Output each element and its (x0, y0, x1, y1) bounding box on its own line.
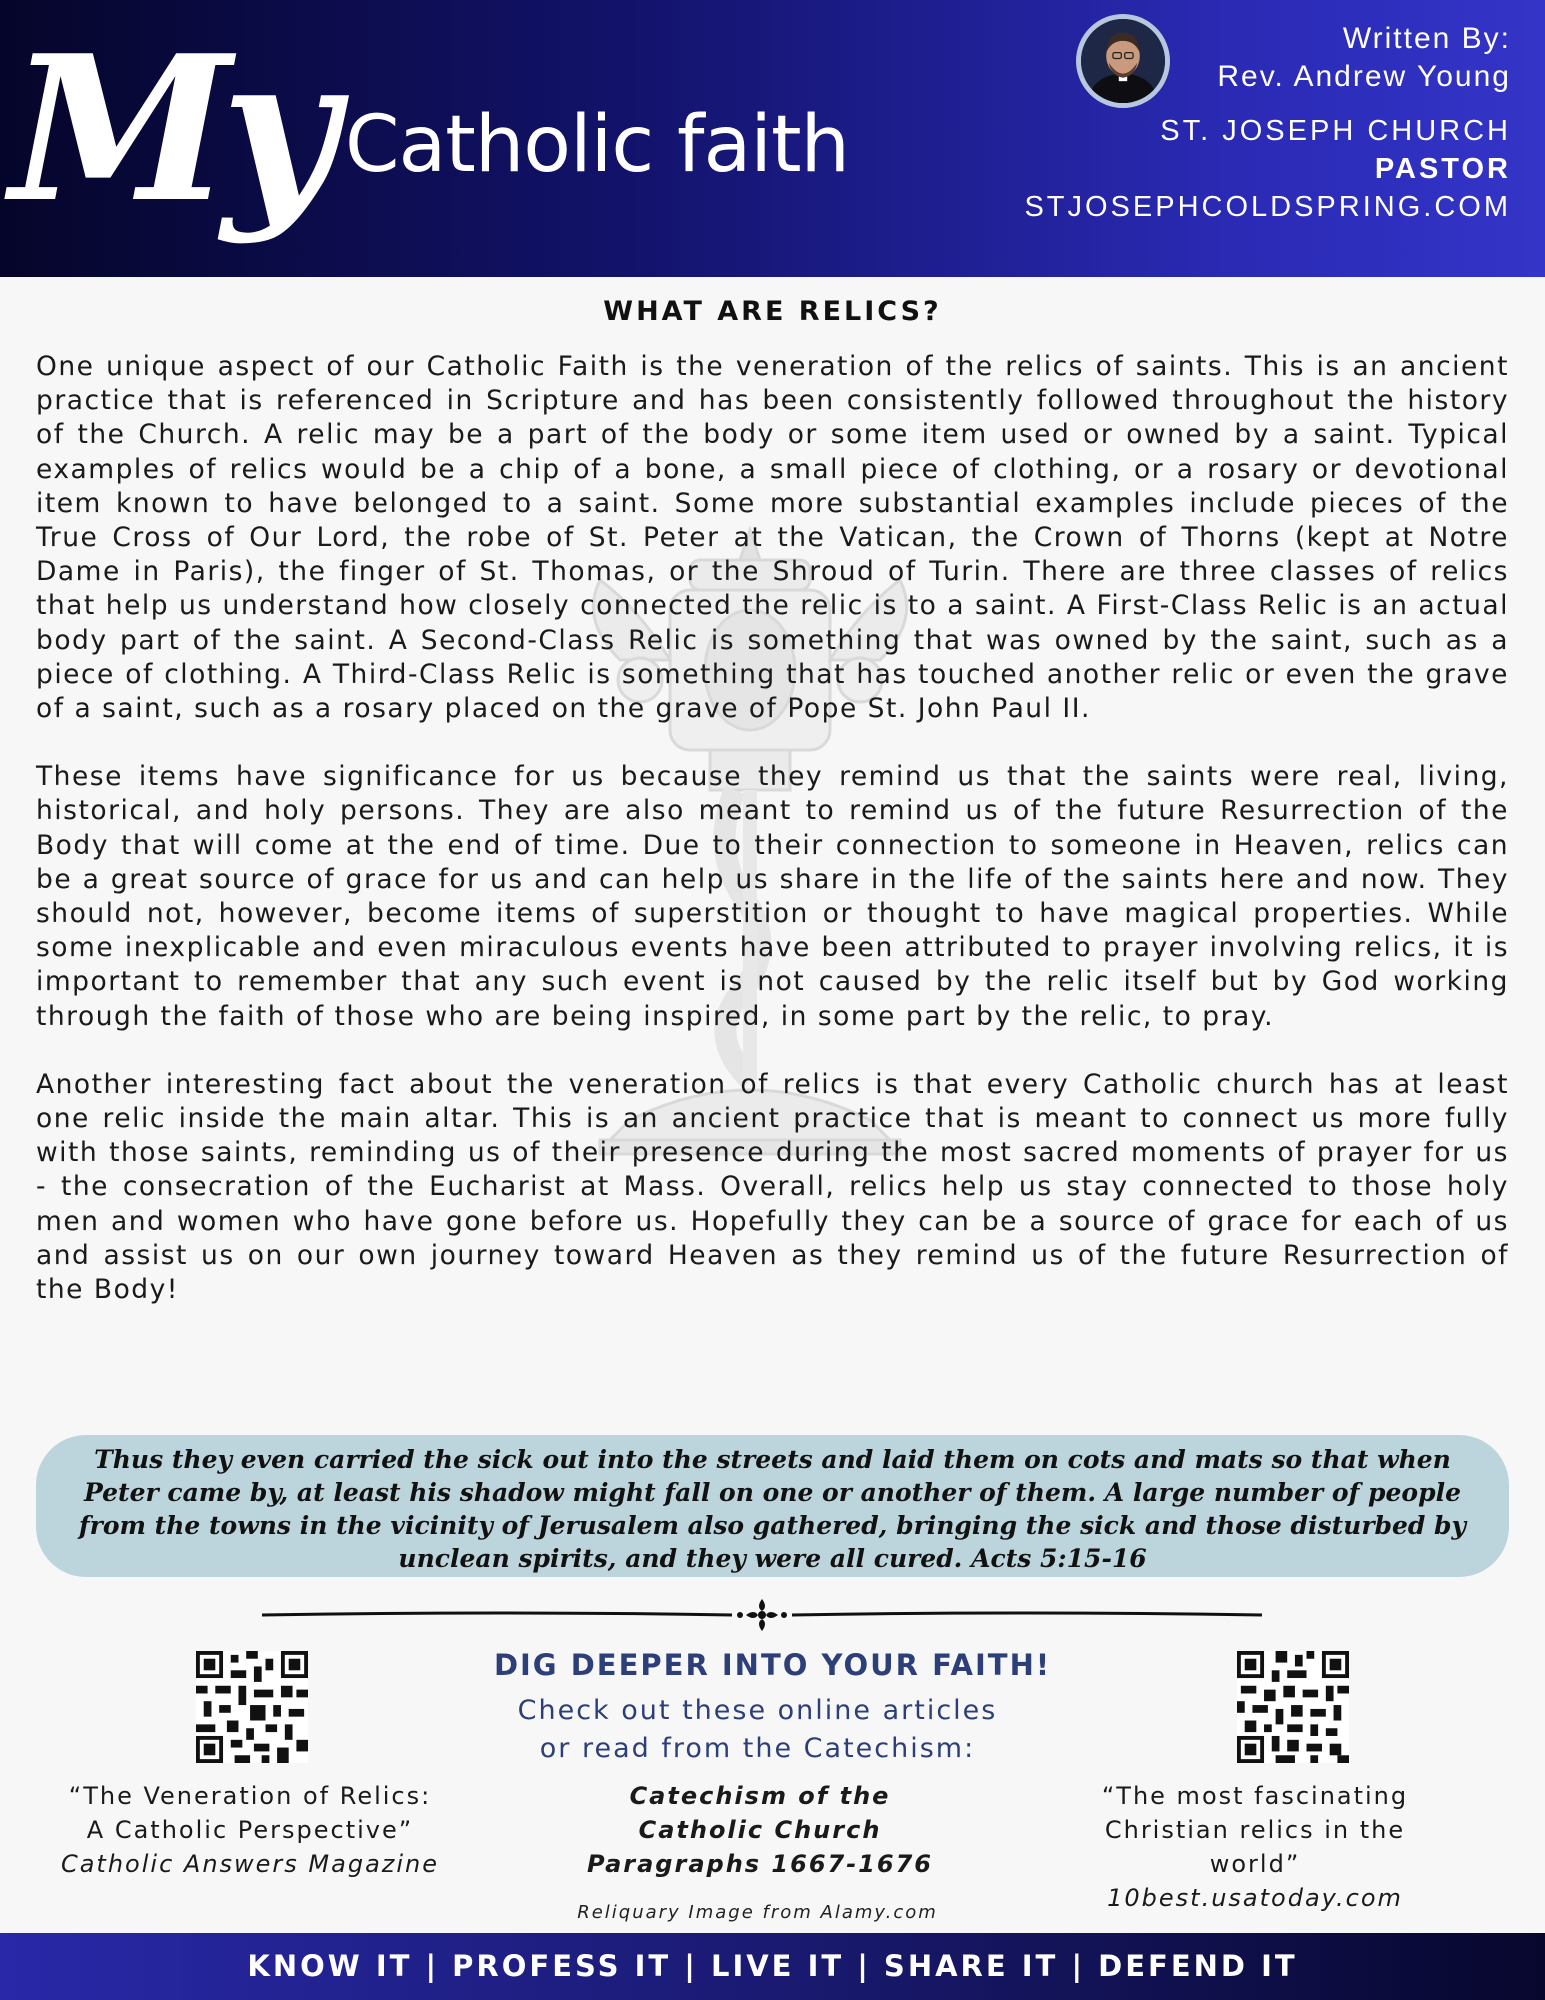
article-body (36, 350, 1509, 1341)
written-by-label: Written By: (1342, 22, 1511, 55)
resources-subheading-line: or read from the Catechism: (539, 1733, 976, 1764)
resources-subheading (0, 1692, 1515, 1768)
resource-title-line: Catechism of the (629, 1782, 891, 1810)
church-website[interactable]: STJOSEPHCOLDSPRING.COM (1024, 191, 1511, 223)
resource-paragraphs: Paragraphs 1667-1676 (587, 1850, 933, 1878)
resource-title-line: Christian relics in the world” (1104, 1816, 1406, 1878)
ornament-divider-icon (262, 1598, 1262, 1632)
resource-right[interactable] (1055, 1779, 1455, 1915)
author-role: PASTOR (1374, 153, 1511, 185)
article-paragraph: One unique aspect of our Catholic Faith is the veneration of the relics of saints. This is an ancient practice that is referenced in Scripture and has been consistently followed throughout the history of the Church. A relic may be a part of the body or some item used or owned by a saint. Typical examples of relics would be a chip of a bone, a small piece of clothing, or a rosary or devotional item known to have belonged to a saint. Some more substantial examples include pieces of the True Cross of Our Lord, the robe of St. Peter at the Vatican, the Crown of Thorns (kept at Notre Dame in Paris), the finger of St. Thomas, or the Shroud of Turin. There are three classes of relics that help us understand how closely connected the relic is to a saint. A First-Class Relic is an actual body part of the saint. A Second-Class Relic is something that was owned by the saint, such as a piece of clothing. A Third-Class Relic is something that has touched another relic or even the grave of a saint, such as a rosary placed on the grave of Pope St. John Paul II. (36, 351, 1509, 725)
resource-catechism (535, 1779, 985, 1881)
scripture-quote: Thus they even carried the sick out into the streets and laid them on cots and mats so that when Peter came by, at least his shadow might fall on one or another of them. A large number of people from the towns in the vicinity of Jerusalem also gathered, bringing the sick and those disturbed by unclean spirits, and they were all cured. Acts 5:15-16 (36, 1435, 1509, 1577)
logo-my: My (10, 12, 328, 247)
article-paragraph: Another interesting fact about the veneration of relics is that every Catholic church has at least one relic inside the main altar. This is an ancient practice that is meant to connect us more fully with those saints, reminding us of their presence during the most sacred moments of prayer for us - the consecration of the Eucharist at Mass. Overall, relics help us stay connected to those holy men and women who have gone before us. Hopefully they can be a source of grace for each of us and assist us on our own journey toward Heaven as they remind us of the future Resurrection of the Body! (36, 1068, 1509, 1306)
article-title: WHAT ARE RELICS? (603, 296, 942, 327)
resource-source: 10best.usatoday.com (1107, 1884, 1403, 1912)
resource-left[interactable] (20, 1779, 480, 1881)
author-avatar (1076, 14, 1170, 108)
logo-title: Catholic faith (345, 100, 849, 190)
footer-motto: KNOW IT | PROFESS IT | LIVE IT | SHARE IT | DEFEND IT (0, 1933, 1545, 2000)
author-name: Rev. Andrew Young (1217, 60, 1511, 93)
resource-title-line: Catholic Church (638, 1816, 882, 1844)
resource-source: Catholic Answers Magazine (60, 1850, 440, 1878)
church-name: ST. JOSEPH CHURCH (1160, 115, 1511, 147)
resources-subheading-line: Check out these online articles (517, 1695, 998, 1726)
resource-title-line: “The Veneration of Relics: (68, 1782, 432, 1810)
church-block (1024, 112, 1511, 226)
article-paragraph: These items have significance for us because they remind us that the saints were real, living, historical, and holy persons. They are also meant to remind us of the future Resurrection of the Body that will come at the end of time. Due to their connection to someone in Heaven, relics can be a great source of grace for us and can help us share in the life of the saints here and now. They should not, however, become items of superstition or thought to have magical properties. While some inexplicable and even miraculous events have been attributed to prayer involving relics, it is important to remember that any such event is not caused by the relic itself but by God working through the faith of those who are being inspired, in some part by the relic, to pray. (36, 761, 1509, 1032)
resource-title-line: A Catholic Perspective” (86, 1816, 414, 1844)
header-banner (0, 0, 1545, 277)
resource-title-line: “The most fascinating (1101, 1782, 1409, 1810)
author-block (1217, 20, 1511, 96)
resources-heading: DIG DEEPER INTO YOUR FAITH! (493, 1648, 1052, 1682)
image-credit: Reliquary Image from Alamy.com (577, 1902, 938, 1923)
